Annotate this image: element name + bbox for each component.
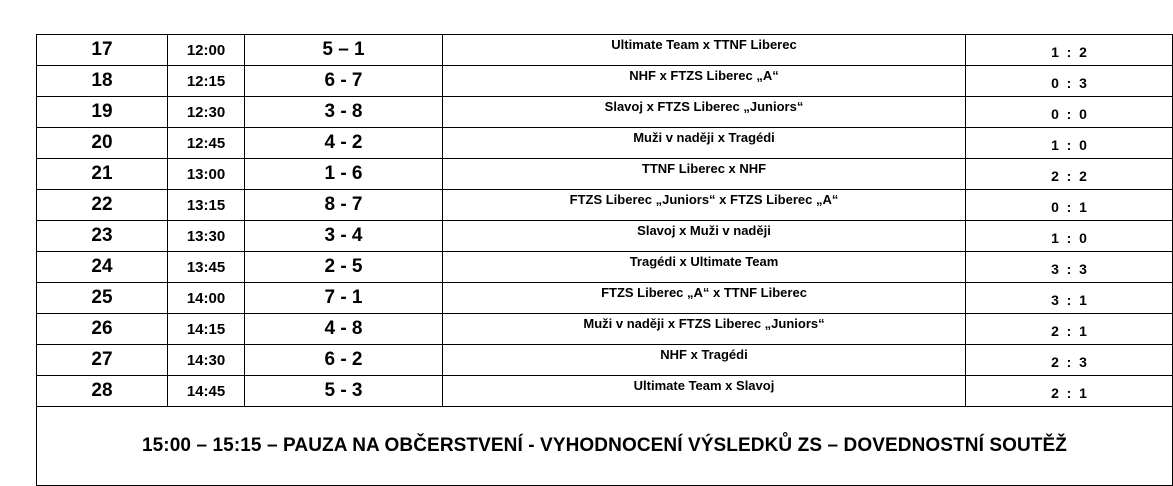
match-time: 12:30 — [168, 97, 245, 128]
score-home: 1 — [1051, 137, 1059, 153]
match-score — [966, 221, 1173, 252]
match-time: 14:15 — [168, 314, 245, 345]
match-score — [966, 159, 1173, 190]
score-away: 0 — [1079, 106, 1087, 122]
match-score — [966, 190, 1173, 221]
score-away: 1 — [1079, 323, 1087, 339]
score-separator: : — [1066, 44, 1072, 60]
score-home: 2 — [1051, 385, 1059, 401]
match-time: 13:15 — [168, 190, 245, 221]
pairing-code: 3 - 4 — [245, 221, 443, 252]
score-home: 2 — [1051, 168, 1059, 184]
score-home: 3 — [1051, 292, 1059, 308]
match-number: 23 — [37, 221, 168, 252]
match-number: 21 — [37, 159, 168, 190]
table-row — [37, 97, 1173, 128]
score-away: 2 — [1079, 44, 1087, 60]
table-row — [37, 283, 1173, 314]
match-number: 27 — [37, 345, 168, 376]
match-teams: Tragédi x Ultimate Team — [443, 252, 966, 283]
score-away: 0 — [1079, 230, 1087, 246]
score-home: 0 — [1051, 75, 1059, 91]
match-score — [966, 66, 1173, 97]
match-number: 28 — [37, 376, 168, 407]
score-separator: : — [1066, 106, 1072, 122]
match-number: 26 — [37, 314, 168, 345]
table-row — [37, 221, 1173, 252]
table-row — [37, 252, 1173, 283]
match-number: 17 — [37, 35, 168, 66]
match-time: 14:45 — [168, 376, 245, 407]
table-row — [37, 35, 1173, 66]
pairing-code: 1 - 6 — [245, 159, 443, 190]
score-separator: : — [1066, 168, 1072, 184]
match-score — [966, 345, 1173, 376]
match-score — [966, 283, 1173, 314]
table-row — [37, 314, 1173, 345]
score-separator: : — [1066, 385, 1072, 401]
match-teams: FTZS Liberec „A“ x TTNF Liberec — [443, 283, 966, 314]
match-teams: Ultimate Team x Slavoj — [443, 376, 966, 407]
match-teams: Slavoj x Muži v naději — [443, 221, 966, 252]
table-row — [37, 190, 1173, 221]
score-home: 1 — [1051, 230, 1059, 246]
break-announcement: 15:00 – 15:15 – PAUZA NA OBČERSTVENÍ - VYHODNOCENÍ VÝSLEDKŮ ZS – DOVEDNOSTNÍ SOUTĚŽ — [37, 407, 1173, 486]
match-score — [966, 376, 1173, 407]
pairing-code: 5 - 3 — [245, 376, 443, 407]
score-home: 0 — [1051, 199, 1059, 215]
match-number: 24 — [37, 252, 168, 283]
score-separator: : — [1066, 323, 1072, 339]
table-row — [37, 376, 1173, 407]
pairing-code: 6 - 7 — [245, 66, 443, 97]
pairing-code: 5 – 1 — [245, 35, 443, 66]
match-teams: NHF x FTZS Liberec „A“ — [443, 66, 966, 97]
match-score — [966, 252, 1173, 283]
match-time: 13:00 — [168, 159, 245, 190]
score-away: 0 — [1079, 137, 1087, 153]
pairing-code: 7 - 1 — [245, 283, 443, 314]
match-number: 18 — [37, 66, 168, 97]
score-away: 2 — [1079, 168, 1087, 184]
score-away: 1 — [1079, 385, 1087, 401]
table-row — [37, 128, 1173, 159]
match-score — [966, 35, 1173, 66]
match-time: 13:30 — [168, 221, 245, 252]
pairing-code: 4 - 2 — [245, 128, 443, 159]
pairing-code: 3 - 8 — [245, 97, 443, 128]
match-number: 22 — [37, 190, 168, 221]
score-away: 1 — [1079, 199, 1087, 215]
match-time: 14:00 — [168, 283, 245, 314]
pairing-code: 8 - 7 — [245, 190, 443, 221]
match-teams: NHF x Tragédi — [443, 345, 966, 376]
match-number: 20 — [37, 128, 168, 159]
score-home: 3 — [1051, 261, 1059, 277]
table-row — [37, 159, 1173, 190]
match-teams: FTZS Liberec „Juniors“ x FTZS Liberec „A“ — [443, 190, 966, 221]
score-away: 3 — [1079, 261, 1087, 277]
score-separator: : — [1066, 261, 1072, 277]
match-time: 12:15 — [168, 66, 245, 97]
score-separator: : — [1066, 75, 1072, 91]
match-schedule-table — [36, 34, 1173, 486]
match-teams: Muži v naději x FTZS Liberec „Juniors“ — [443, 314, 966, 345]
match-teams: Ultimate Team x TTNF Liberec — [443, 35, 966, 66]
score-home: 1 — [1051, 44, 1059, 60]
score-away: 3 — [1079, 75, 1087, 91]
match-score — [966, 97, 1173, 128]
match-number: 19 — [37, 97, 168, 128]
match-time: 13:45 — [168, 252, 245, 283]
score-separator: : — [1066, 292, 1072, 308]
table-row — [37, 345, 1173, 376]
score-away: 1 — [1079, 292, 1087, 308]
score-away: 3 — [1079, 354, 1087, 370]
score-separator: : — [1066, 230, 1072, 246]
match-teams: TTNF Liberec x NHF — [443, 159, 966, 190]
score-separator: : — [1066, 137, 1072, 153]
schedule-body — [37, 35, 1173, 407]
match-time: 12:45 — [168, 128, 245, 159]
table-row — [37, 66, 1173, 97]
break-row — [37, 407, 1173, 486]
pairing-code: 6 - 2 — [245, 345, 443, 376]
score-separator: : — [1066, 199, 1072, 215]
match-time: 14:30 — [168, 345, 245, 376]
match-score — [966, 128, 1173, 159]
pairing-code: 2 - 5 — [245, 252, 443, 283]
match-number: 25 — [37, 283, 168, 314]
score-home: 0 — [1051, 106, 1059, 122]
score-home: 2 — [1051, 354, 1059, 370]
score-home: 2 — [1051, 323, 1059, 339]
match-teams: Muži v naději x Tragédi — [443, 128, 966, 159]
match-teams: Slavoj x FTZS Liberec „Juniors“ — [443, 97, 966, 128]
match-score — [966, 314, 1173, 345]
match-time: 12:00 — [168, 35, 245, 66]
pairing-code: 4 - 8 — [245, 314, 443, 345]
score-separator: : — [1066, 354, 1072, 370]
